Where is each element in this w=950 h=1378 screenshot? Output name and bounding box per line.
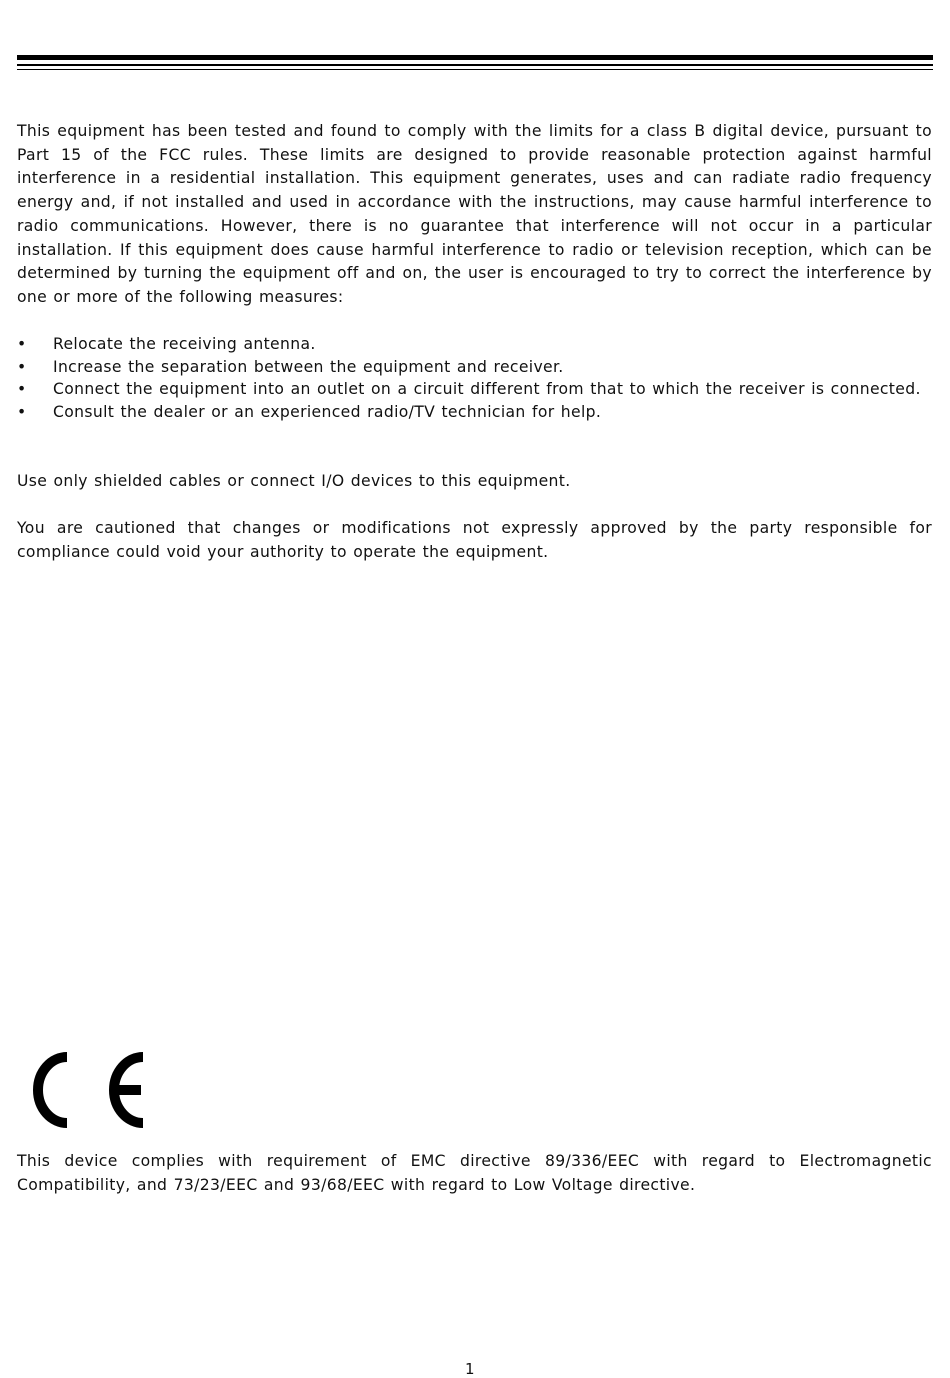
measure-text: Relocate the receiving antenna.: [53, 335, 316, 353]
shielded-cables-note: Use only shielded cables or connect I/O devices to this equipment.: [17, 472, 571, 490]
ce-mark-icon: [15, 1043, 150, 1137]
interference-measures-list: [17, 333, 932, 423]
header-rule-thick: [17, 55, 933, 60]
emc-statement: This device complies with requirement of EMC directive 89/336/EEC with regard to Electromagnetic Compatibility, and 73/23/EEC and 93/68/EEC with regard to Low Voltage directive.: [17, 1152, 932, 1194]
bullet-icon: •: [17, 380, 27, 398]
measure-text: Connect the equipment into an outlet on a circuit different from that to which the receiver is connected.: [53, 380, 921, 398]
modification-caution: You are cautioned that changes or modifications not expressly approved by the party responsible for compliance could void your authority to operate the equipment.: [17, 519, 932, 561]
list-item: [17, 356, 932, 379]
header-rule-hairline: [17, 69, 933, 70]
page-number: 1: [465, 1360, 475, 1378]
fcc-compliance-paragraph: This equipment has been tested and found to comply with the limits for a class B digital device, pursuant to Part 15 of the FCC rules. These limits are designed to provide reasonable protection against harmful interference in a residential installation. This equipment generates, uses and can radiate radio frequency energy and, if not installed and used in accordance with the instructions, may cause harmful interference to radio communications. However, there is no guarantee that interference will not occur in a particular installation. If this equipment does cause harmful interference to radio or television reception, which can be determined by turning the equipment off and on, the user is encouraged to try to correct the interference by one or more of the following measures:: [17, 122, 932, 306]
measure-text: Consult the dealer or an experienced radio/TV technician for help.: [53, 402, 602, 421]
bullet-icon: •: [17, 402, 27, 421]
measure-text: Increase the separation between the equipment and receiver.: [53, 357, 564, 376]
list-item: [17, 378, 932, 401]
bullet-icon: •: [17, 335, 27, 353]
bullet-icon: •: [17, 357, 27, 376]
list-item: [17, 401, 932, 424]
header-rule-thin: [17, 64, 933, 66]
list-item: [17, 333, 932, 356]
